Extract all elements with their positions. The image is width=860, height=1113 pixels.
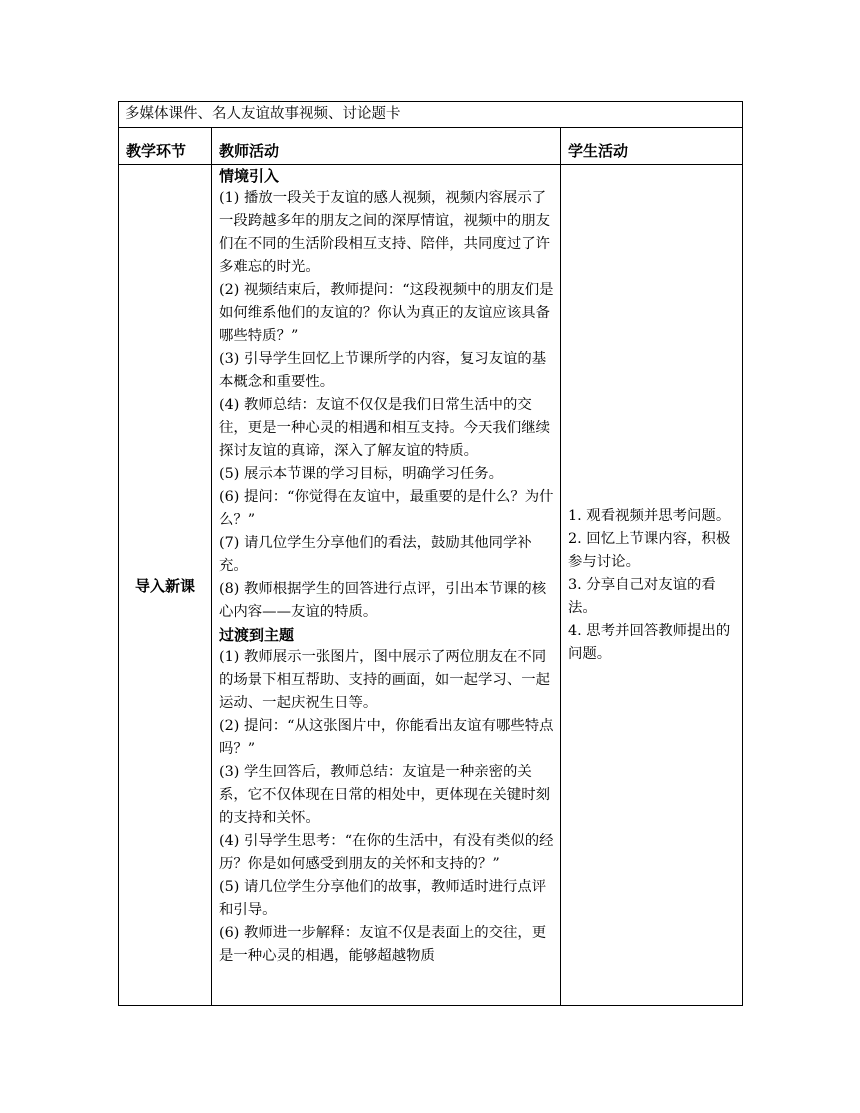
section-title: 情境引入 bbox=[219, 167, 280, 185]
list-item: 1. 观看视频并思考问题。 bbox=[568, 507, 731, 524]
list-item: (5) 请几位学生分享他们的故事，教师适时进行点评和引导。 bbox=[219, 879, 547, 918]
header-stage-cell bbox=[119, 128, 212, 165]
stage-cell bbox=[119, 165, 212, 1006]
header-row bbox=[119, 128, 743, 165]
list-item: (6) 提问：“你觉得在友谊中，最重要的是什么？为什么？” bbox=[219, 489, 554, 528]
list-item: 3. 分享自己对友谊的看法。 bbox=[568, 576, 716, 616]
header-student-cell bbox=[561, 128, 743, 165]
materials-cell: 多媒体课件、名人友谊故事视频、讨论题卡 bbox=[119, 102, 743, 128]
list-item: 4. 思考并回答教师提出的问题。 bbox=[568, 622, 731, 662]
list-item: (1) 教师展示一张图片，图中展示了两位朋友在不同的场景下相互帮助、支持的画面，如一起学习、一起运动、一起庆祝生日等。 bbox=[219, 649, 550, 711]
header-stage: 教学环节 bbox=[126, 142, 187, 160]
list-item: (4) 教师总结：友谊不仅仅是我们日常生活中的交往，更是一种心灵的相遇和相互支持。今天我们继续探讨友谊的真谛，深入了解友谊的特质。 bbox=[219, 397, 550, 459]
section-transition bbox=[219, 625, 560, 968]
list-item: (2) 提问：“从这张图片中，你能看出友谊有哪些特点吗？” bbox=[219, 718, 554, 757]
list-item: (5) 展示本节课的学习目标，明确学习任务。 bbox=[219, 466, 503, 482]
header-teacher-cell bbox=[212, 128, 561, 165]
list-item: (2) 视频结束后，教师提问：“这段视频中的朋友们是如何维系他们的友谊的？你认为真正的友谊应该具备哪些特质？” bbox=[219, 282, 554, 344]
section-title: 过渡到主题 bbox=[219, 626, 295, 644]
list-item: (6) 教师进一步解释：友谊不仅是表面上的交往，更是一种心灵的相遇，能够超越物质 bbox=[219, 925, 547, 964]
list-item: 2. 回忆上节课内容，积极参与讨论。 bbox=[568, 530, 731, 570]
content-row bbox=[119, 165, 743, 1006]
header-student: 学生活动 bbox=[568, 142, 629, 160]
section-scene-intro bbox=[219, 166, 560, 624]
stage-label: 导入新课 bbox=[134, 576, 195, 595]
list-item: (4) 引导学生思考：“在你的生活中，有没有类似的经历？你是如何感受到朋友的关怀和支持的？” bbox=[219, 833, 554, 872]
list-item: (8) 教师根据学生的回答进行点评，引出本节课的核心内容——友谊的特质。 bbox=[219, 581, 547, 620]
teacher-activity-cell bbox=[212, 165, 561, 1006]
list-item: (3) 引导学生回忆上节课所学的内容，复习友谊的基本概念和重要性。 bbox=[219, 351, 547, 390]
materials-row bbox=[119, 102, 743, 128]
list-item: (3) 学生回答后，教师总结：友谊是一种亲密的关系，它不仅体现在日常的相处中，更体现在关键时刻的支持和关怀。 bbox=[219, 764, 550, 826]
list-item: (7) 请几位学生分享他们的看法，鼓励其他同学补充。 bbox=[219, 535, 532, 574]
lesson-plan-table bbox=[118, 101, 743, 1006]
header-teacher: 教师活动 bbox=[219, 142, 280, 160]
list-item: (1) 播放一段关于友谊的感人视频，视频内容展示了一段跨越多年的朋友之间的深厚情谊，视频中的朋友们在不同的生活阶段相互支持、陪伴，共同度过了许多难忘的时光。 bbox=[219, 190, 550, 275]
student-activity-cell bbox=[561, 165, 743, 1006]
